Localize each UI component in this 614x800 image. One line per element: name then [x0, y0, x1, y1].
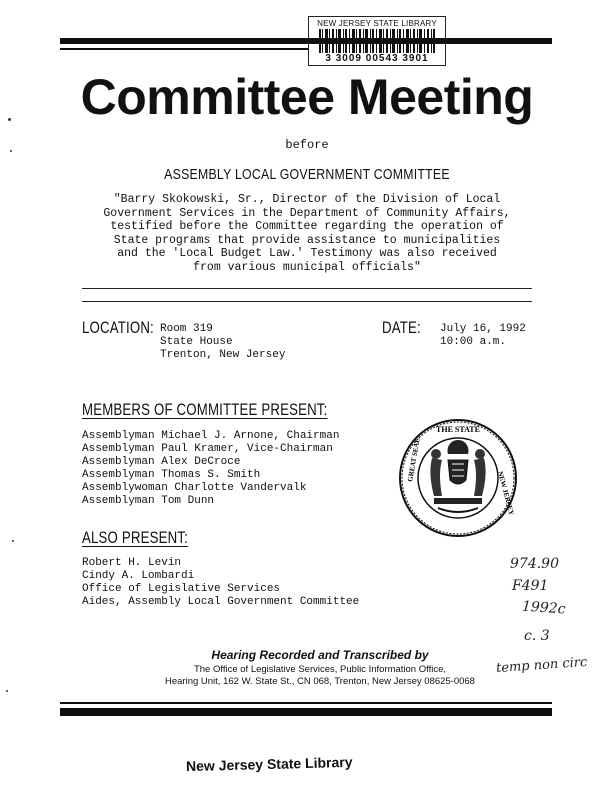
handwritten-call-number-2: F491: [512, 578, 549, 594]
hearing-office-line: The Office of Legislative Services, Public Information Office,: [193, 664, 447, 675]
before-text: before: [285, 138, 329, 152]
state-seal-image: [398, 418, 518, 538]
also-present-heading: ALSO PRESENT:: [82, 528, 188, 547]
date-label: DATE:: [382, 318, 421, 337]
location-value: Room 319 State House Trenton, New Jersey: [160, 323, 286, 361]
svg-text:NEW JERSEY: NEW JERSEY: [496, 470, 516, 517]
scan-speck: [10, 150, 12, 152]
handwritten-call-number-1: 974.90: [510, 556, 559, 572]
separator-line-1: [82, 288, 532, 289]
svg-text:GREAT SEAL: GREAT SEAL: [406, 437, 422, 483]
date-value: July 16, 1992 10:00 a.m.: [440, 323, 526, 348]
svg-text:THE STATE: THE STATE: [436, 425, 480, 434]
bottom-thin-rule: [60, 702, 552, 704]
members-list: Assemblyman Michael J. Arnone, Chairman Assemblyman Paul Kramer, Vice-Chairman Assemblyman Alex DeCroce Assemblyman Thomas S. Smith Assemblywoman Charlotte Vandervalk Assemblyman Tom Dunn: [82, 430, 340, 507]
top-heavy-rule: [60, 38, 552, 44]
handwritten-copy-number: c. 3: [524, 628, 550, 644]
hearing-credits: [150, 648, 490, 687]
meeting-description: "Barry Skokowski, Sr., Director of the Division of Local Government Services in the Department of Community Affairs, testified before the Committee regarding the operation of State programs that provide assistance to municipalities and the 'Local Budget Law.' Testimony was also received from various municipal officials": [103, 193, 511, 274]
location-label: LOCATION:: [82, 318, 154, 337]
scan-speck: [6, 690, 8, 692]
barcode-number: 3 3009 00543 3901: [325, 53, 429, 64]
members-heading: MEMBERS OF COMMITTEE PRESENT:: [82, 400, 328, 419]
page-title: Committee Meeting: [80, 69, 534, 125]
scan-speck: [8, 118, 11, 121]
hearing-recorded-line: Hearing Recorded and Transcribed by: [211, 648, 429, 662]
separator-line-2: [82, 301, 532, 302]
barcode-library-name: NEW JERSEY STATE LIBRARY: [317, 19, 437, 28]
scan-speck: [12, 540, 14, 542]
hearing-address-line: Hearing Unit, 162 W. State St., CN 068, Trenton, New Jersey 08625-0068: [165, 676, 475, 687]
also-present-list: Robert H. Levin Cindy A. Lombardi Office of Legislative Services Aides, Assembly Local Government Committee: [82, 557, 360, 608]
bottom-heavy-rule: [60, 708, 552, 716]
handwritten-temp-note: temp non circ: [495, 654, 588, 677]
library-stamp: New Jersey State Library: [185, 753, 353, 775]
top-thin-rule: [60, 48, 308, 50]
committee-name: ASSEMBLY LOCAL GOVERNMENT COMMITTEE: [164, 166, 450, 183]
handwritten-call-number-3: 1992c: [521, 598, 566, 618]
